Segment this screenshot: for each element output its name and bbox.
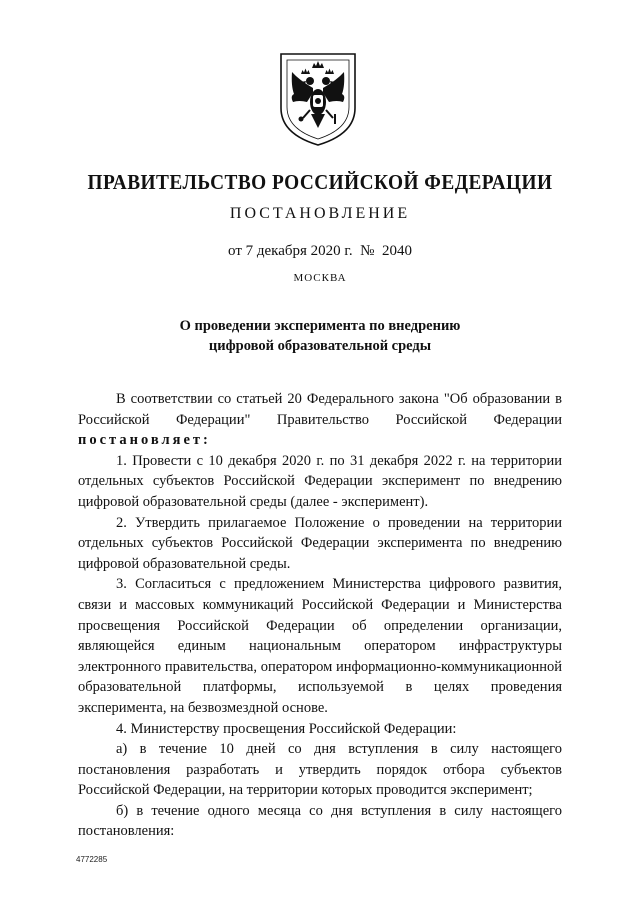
preamble-text: В соответствии со статьей 20 Федерального закона "Об образовании в Российской Федерации" Правительство Российской Федерации [78,391,562,428]
document-type: ПОСТАНОВЛЕНИЕ [229,205,411,222]
heading-line-2: цифровой образовательной среды [208,338,432,354]
ruling-word: постановляет: [78,432,211,449]
item-1-paragraph: 1. Провести с 10 декабря 2020 г. по 31 декабря 2022 г. на территории отдельных субъектов Российской Федерации эксперимент по внедрению цифровой образовательной среды (далее - эксперимент). [78,452,562,510]
document-date-number: от 7 декабря 2020 г. № 2040 [228,243,412,259]
item-4b-paragraph: б) в течение одного месяца со дня вступления в силу настоящего постановления: [78,802,562,840]
document-code: 4772285 [76,855,108,864]
coat-of-arms-icon [277,50,359,148]
item-2-paragraph: 2. Утвердить прилагаемое Положение о проведении на территории отдельных субъектов Российской Федерации эксперимента по внедрению цифровой образовательной среды. [78,514,562,572]
government-title: ПРАВИТЕЛЬСТВО РОССИЙСКОЙ ФЕДЕРАЦИИ [87,170,553,194]
document-heading [120,316,520,356]
document-city: МОСКВА [293,272,347,284]
heading-line-1: О проведении эксперимента по внедрению [179,318,461,334]
item-4a-paragraph: а) в течение 10 дней со дня вступления в силу настоящего постановления разработать и утвердить порядок отбора субъектов Российской Федерации, на территории которых проводится эксперимент; [78,741,562,799]
document-body [78,389,562,842]
item-3-paragraph: 3. Согласиться с предложением Министерства цифрового развития, связи и массовых коммуникаций Российской Федерации и Министерства просвещения Российской Федерации об определении организации, являющейся единым национальным оператором инфраструктуры электронного правительства, оператором информационно-коммуникационной образовательной платформы, используемой в целях проведения эксперимента, на безвозмездной основе. [78,576,562,716]
item-4-paragraph: 4. Министерству просвещения Российской Федерации: [116,720,457,737]
preamble-paragraph [78,389,562,451]
